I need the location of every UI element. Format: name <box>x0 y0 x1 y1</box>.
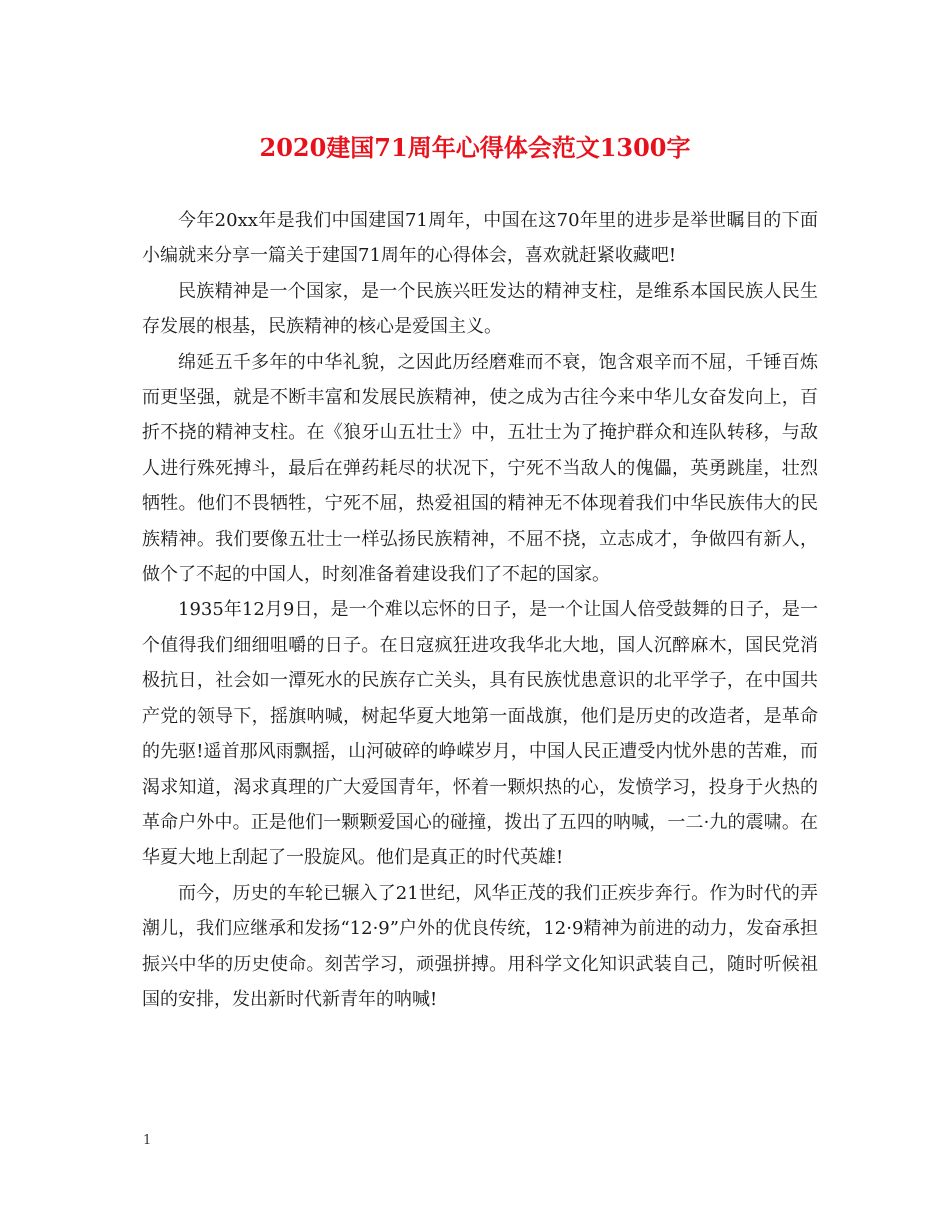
page-number: 1 <box>143 1133 152 1148</box>
paragraph-1935: 1935年12月9日，是一个难以忘怀的日子，是一个让国人倍受鼓舞的日子，是一个值得我们细细咀嚼的日子。在日寇疯狂进攻我华北大地，国人沉醉麻木，国民党消极抗日，社会如一潭死水的民族存亡关头，具有民族忧患意识的北平学子，在中国共产党的领导下，摇旗呐喊，树起华夏大地第一面战旗，他们是历史的改造者，是革命的先驱!遥首那风雨飘摇，山河破碎的峥嵘岁月，中国人民正遭受内忧外患的苦难，而渴求知道，渴求真理的广大爱国青年，怀着一颗炽热的心，发愤学习，投身于火热的革命户外中。正是他们一颗颗爱国心的碰撞，拨出了五四的呐喊，一二·九的震啸。在华夏大地上刮起了一股旋风。他们是真正的时代英雄! <box>142 599 818 869</box>
document-body <box>142 203 818 1017</box>
paragraph-today: 而今，历史的车轮已辗入了21世纪，风华正茂的我们正疾步奔行。作为时代的弄潮儿，我们应继承和发扬“12·9”户外的优良传统，12·9精神为前进的动力，发奋承担振兴中华的历史使命。刻苦学习，顽强拼搏。用科学文化知识武装自己，随时听候祖国的安排，发出新时代新青年的呐喊! <box>142 882 818 1010</box>
paragraph-intro: 今年20xx年是我们中国建国71周年，中国在这70年里的进步是举世瞩目的下面小编就来分享一篇关于建国71周年的心得体会，喜欢就赶紧收藏吧! <box>142 210 818 267</box>
paragraph-history: 绵延五千多年的中华礼貌，之因此历经磨难而不衰，饱含艰辛而不屈，千锤百炼而更坚强，就是不断丰富和发展民族精神，使之成为古往今来中华儿女奋发向上，百折不挠的精神支柱。在《狼牙山五壮士》中，五壮士为了掩护群众和连队转移，与敌人进行殊死搏斗，最后在弹药耗尽的状况下，宁死不当敌人的傀儡，英勇跳崖，壮烈牺牲。他们不畏牺牲，宁死不屈，热爱祖国的精神无不体现着我们中华民族伟大的民族精神。我们要像五壮士一样弘扬民族精神，不屈不挠，立志成才，争做四有新人，做个了不起的中国人，时刻准备着建设我们了不起的国家。 <box>142 351 818 586</box>
document-title: 2020建国71周年心得体会范文1300字 <box>259 133 691 162</box>
paragraph-national-spirit: 民族精神是一个国家，是一个民族兴旺发达的精神支柱，是维系本国民族人民生存发展的根基，民族精神的核心是爱国主义。 <box>142 280 818 338</box>
